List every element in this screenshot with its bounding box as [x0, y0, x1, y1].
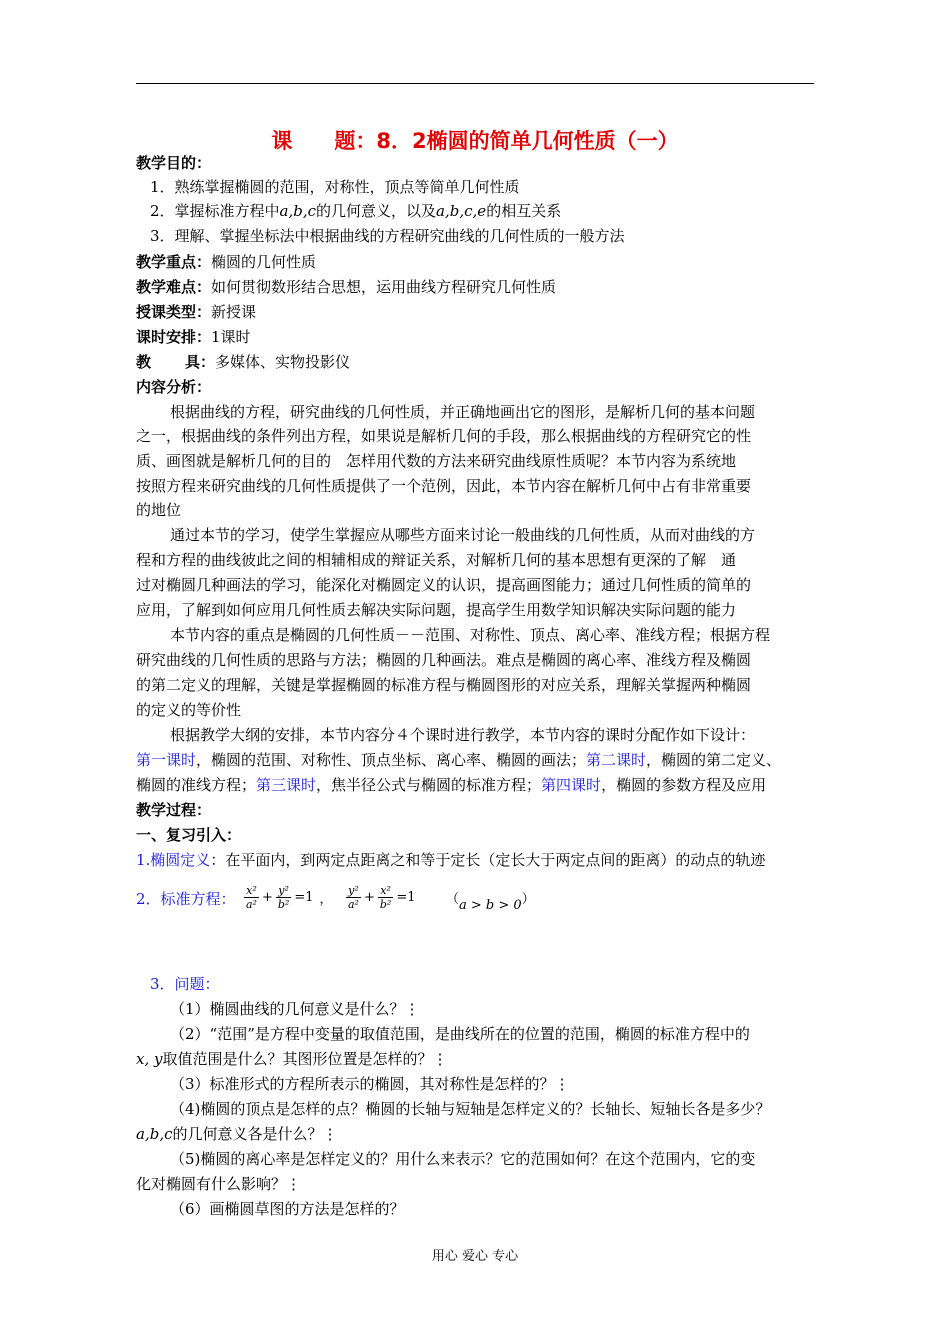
analysis-p1-line: 质、画图就是解析几何的目的 怎样用代数的方法来研究曲线原性质呢？本节内容为系统地	[136, 452, 737, 470]
analysis-p4-line: 第一课时，椭圆的范围、对称性、顶点坐标、离心率、椭圆的画法；第二课时，椭圆的第二定义、	[136, 751, 782, 769]
page-footer: 用心 爱心 专心	[431, 1249, 519, 1264]
equation-condition: （a > b > 0）	[446, 892, 535, 913]
process-heading: 教学过程：	[136, 801, 212, 819]
analysis-p2-line: 程和方程的曲线彼此之间的相辅相成的辩证关系，对解析几何的基本思想有更深的了解 通	[136, 551, 737, 569]
question-1: （1）椭圆曲线的几何意义是什么？⋮	[170, 1000, 420, 1018]
analysis-p1-line: 按照方程来研究曲线的几何性质提供了一个范例，因此，本节内容在解析几何中占有非常重要	[136, 477, 752, 495]
question-6: （6）画椭圆草图的方法是怎样的？	[170, 1200, 405, 1218]
analysis-p1-line: 之一，根据曲线的条件列出方程，如果说是解析几何的手段，那么根据曲线的方程研究它的性	[136, 427, 752, 445]
analysis-p1-line: 的地位	[136, 501, 182, 519]
analysis-p3-line: 本节内容的重点是椭圆的几何性质－－范围、对称性、顶点、离心率、准线方程；根据方程	[170, 626, 771, 644]
difficulty: 教学难点：如何贯彻数形结合思想，运用曲线方程研究几何性质	[136, 278, 557, 296]
header-rule	[136, 83, 814, 84]
analysis-p3-line: 的第二定义的理解，关键是掌握椭圆的标准方程与椭圆图形的对应关系，理解关掌握两种椭圆	[136, 676, 752, 694]
section-review: 一、复习引入：	[136, 826, 242, 844]
lesson-1-keyword: 第一课时	[136, 751, 197, 769]
schedule: 课时安排：1课时	[136, 328, 251, 346]
question-5: （5)椭圆的离心率是怎样定义的？用什么来表示？它的范围如何？在这个范围内，它的变	[170, 1150, 756, 1168]
question-4: （4)椭圆的顶点是怎样的点？椭圆的长轴与短轴是怎样定义的？长轴长、短轴长各是多少？	[170, 1100, 771, 1118]
objectives-heading: 教学目的：	[136, 154, 212, 172]
questions-label: 3．问题：	[150, 975, 220, 993]
analysis-p2-line: 应用，了解到如何应用几何性质去解决实际问题，提高学生用数学知识解决实际问题的能力	[136, 601, 737, 619]
question-4-cont: a,b,c的几何意义各是什么？⋮	[136, 1125, 338, 1143]
standard-equation-label: 2．标准方程：	[136, 890, 236, 908]
lesson-4-keyword: 第四课时	[541, 776, 602, 794]
standard-equation-1: $\frac{\text{x²}}{\text{a²}}$ + $\frac{\text{y²}}{\text{b²}}$ =1 ，	[246, 884, 333, 911]
objective-1: 1．熟练掌握椭圆的范围，对称性，顶点等简单几何性质	[150, 178, 520, 196]
analysis-p1-line: 根据曲线的方程，研究曲线的几何性质，并正确地画出它的图形，是解析几何的基本问题	[170, 403, 756, 421]
question-2-cont: x, y取值范围是什么？其图形位置是怎样的？⋮	[136, 1050, 448, 1068]
ellipse-definition: 1.椭圆定义：在平面内，到两定点距离之和等于定长（定长大于两定点间的距离）的动点的轨迹	[136, 851, 766, 869]
analysis-p2-line: 通过本节的学习，使学生掌握应从哪些方面来讨论一般曲线的几何性质，从而对曲线的方	[170, 526, 756, 544]
analysis-p4-line: 椭圆的准线方程；第三课时，焦半径公式与椭圆的标准方程；第四课时，椭圆的参数方程及应用	[136, 776, 767, 794]
objective-3: 3．理解、掌握坐标法中根据曲线的方程研究曲线的几何性质的一般方法	[150, 227, 625, 245]
question-3: （3）标准形式的方程所表示的椭圆，其对称性是怎样的？⋮	[170, 1075, 570, 1093]
question-5-cont: 化对椭圆有什么影响？⋮	[136, 1175, 302, 1193]
analysis-p4-line: 根据教学大纲的安排，本节内容分４个课时进行教学，本节内容的课时分配作如下设计：	[170, 726, 756, 744]
standard-equation-2: $\frac{\text{y²}}{\text{a²}}$ + $\frac{\text{x²}}{\text{b²}}$ =1	[348, 884, 416, 911]
lesson-3-keyword: 第三课时	[256, 776, 317, 794]
analysis-p3-line: 研究曲线的几何性质的思路与方法；椭圆的几种画法。难点是椭圆的离心率、准线方程及椭圆	[136, 651, 752, 669]
lesson-2-keyword: 第二课时	[586, 751, 647, 769]
key-point: 教学重点：椭圆的几何性质	[136, 253, 317, 271]
analysis-heading: 内容分析：	[136, 378, 212, 396]
objective-2: 2．掌握标准方程中a,b,c的几何意义，以及a,b,c,e的相互关系	[150, 202, 562, 220]
analysis-p2-line: 过对椭圆几种画法的学习，能深化对椭圆定义的认识，提高画图能力；通过几何性质的简单的	[136, 576, 752, 594]
tools: 教 具：多媒体、实物投影仪	[136, 353, 351, 371]
lesson-title: 课 题：8．2椭圆的简单几何性质（一）	[271, 129, 679, 153]
question-2: （2）“范围”是方程中变量的取值范围，是曲线所在的位置的范围，椭圆的标准方程中的	[170, 1025, 750, 1043]
lesson-type: 授课类型：新授课	[136, 303, 257, 321]
analysis-p3-line: 的定义的等价性	[136, 701, 242, 719]
